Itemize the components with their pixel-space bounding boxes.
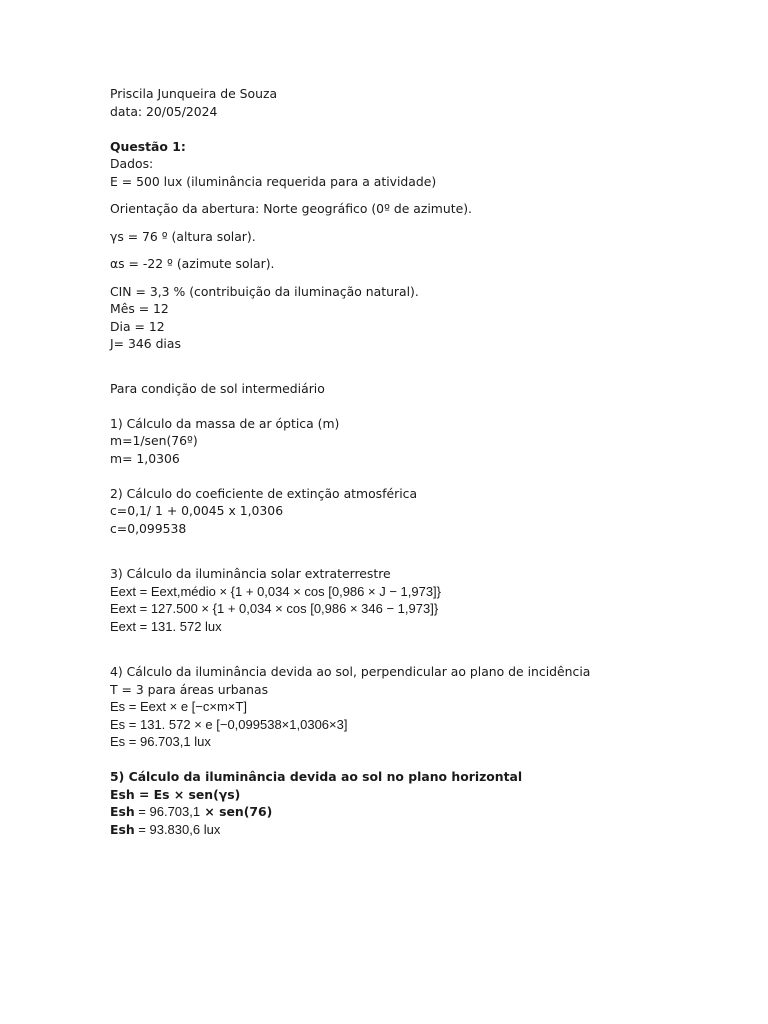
step4-line1: T = 3 para áreas urbanas xyxy=(110,681,269,697)
solar-azimuth: αs = -22 º (azimute solar). xyxy=(110,256,275,271)
day-value: Dia = 12 xyxy=(110,318,165,334)
step1-line2: m= 1,0306 xyxy=(110,450,180,466)
step1-title: 1) Cálculo da massa de ar óptica (m) xyxy=(110,415,340,431)
step5-line2-rest: × sen(76) xyxy=(200,804,273,819)
step3-line1: Eext = Eext,médio × {1 + 0,034 × cos [0,986 × J − 1,973]} xyxy=(110,583,442,599)
cin-value: CIN = 3,3 % (contribuição da iluminação natural). xyxy=(110,283,419,299)
step4-line2: Es = Eext × e [−c×m×T] xyxy=(110,699,247,714)
step5-line3 xyxy=(110,821,730,839)
solar-altitude: γs = 76 º (altura solar). xyxy=(110,228,256,244)
step5-line2-value: 96.703,1 xyxy=(149,804,201,819)
step3-title: 3) Cálculo da iluminância solar extraterrestre xyxy=(110,566,391,581)
step5-line2-label: Esh xyxy=(110,804,135,819)
step5-line2 xyxy=(110,803,730,821)
step3-line3: Eext = 131. 572 lux xyxy=(110,618,222,634)
step5-line3-label: Esh xyxy=(110,821,135,837)
step5-line3-rest: = 93.830,6 lux xyxy=(134,821,221,837)
step5-title: 5) Cálculo da iluminância devida ao sol no plano horizontal xyxy=(110,769,523,784)
step4-title: 4) Cálculo da iluminância devida ao sol, perpendicular ao plano de incidência xyxy=(110,664,591,679)
illuminance-required: E = 500 lux (iluminância requerida para a atividade) xyxy=(110,173,437,189)
document-page xyxy=(110,85,730,838)
question-title: Questão 1: xyxy=(110,138,186,154)
step1-line1: m=1/sen(76º) xyxy=(110,433,198,448)
step4-line4: Es = 96.703,1 lux xyxy=(110,734,211,749)
document-date: data: 20/05/2024 xyxy=(110,103,218,119)
month-value: Mês = 12 xyxy=(110,301,169,316)
sun-condition: Para condição de sol intermediário xyxy=(110,380,325,396)
julian-day: J= 346 dias xyxy=(110,336,181,351)
step2-line2: c=0,099538 xyxy=(110,520,187,536)
step5-line1: Esh = Es × sen(γs) xyxy=(110,786,241,802)
dados-label: Dados: xyxy=(110,156,154,171)
step4-line3: Es = 131. 572 × e [−0,099538×1,0306×3] xyxy=(110,716,348,732)
step3-line2: Eext = 127.500 × {1 + 0,034 × cos [0,986 × 346 − 1,973]} xyxy=(110,601,439,616)
opening-orientation: Orientação da abertura: Norte geográfico (0º de azimute). xyxy=(110,201,472,216)
step2-title: 2) Cálculo do coeficiente de extinção atmosférica xyxy=(110,485,418,501)
step2-line1: c=0,1/ 1 + 0,0045 x 1,0306 xyxy=(110,503,284,518)
step5-line2-eq: = xyxy=(134,804,150,819)
author-name: Priscila Junqueira de Souza xyxy=(110,86,278,101)
